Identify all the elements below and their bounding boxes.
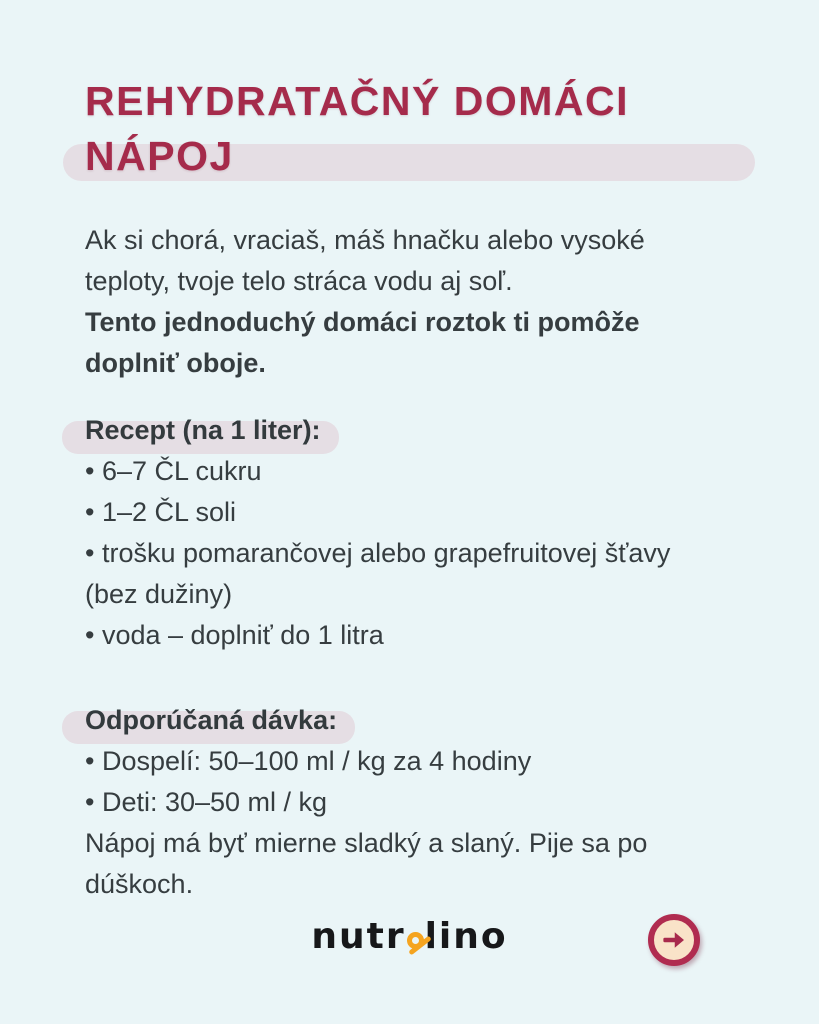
intro-text-bold: Tento jednoduchý domáci roztok ti pomôže doplniť oboje.: [85, 307, 640, 378]
intro-paragraph: [85, 220, 730, 384]
list-item: • Dospelí: 50–100 ml / kg za 4 hodiny: [85, 746, 532, 776]
list-item: • 1–2 ČL soli: [85, 497, 237, 527]
recipe-list: [85, 451, 819, 656]
dosage-list: [85, 741, 819, 823]
logo-e-icon: [407, 932, 424, 949]
dosage-heading: Odporúčaná dávka:: [85, 700, 337, 741]
arrow-right-icon: [659, 925, 689, 955]
list-item: • Deti: 30–50 ml / kg: [85, 787, 328, 817]
logo-text-left: nutr: [311, 916, 406, 957]
list-item: • voda – doplniť do 1 litra: [85, 620, 384, 650]
title-block: [85, 74, 785, 184]
recipe-heading: Recept (na 1 liter):: [85, 410, 321, 451]
list-item: • trošku pomarančovej alebo grapefruitovej šťavy (bez dužiny): [85, 538, 671, 609]
recipe-section: [85, 410, 819, 656]
dosage-section: [85, 700, 819, 905]
logo-text-right: lino: [424, 916, 508, 957]
page-title: REHYDRATAČNÝ DOMÁCI NÁPOJ: [85, 78, 630, 179]
next-arrow-button[interactable]: [648, 914, 700, 966]
intro-text-regular: Ak si chorá, vraciaš, máš hnačku alebo vysoké teploty, tvoje telo stráca vodu aj soľ.: [85, 225, 645, 296]
dosage-note: Nápoj má byť mierne sladký a slaný. Pije sa po dúškoch.: [85, 828, 648, 899]
footer: [0, 908, 819, 978]
list-item: • 6–7 ČL cukru: [85, 456, 262, 486]
